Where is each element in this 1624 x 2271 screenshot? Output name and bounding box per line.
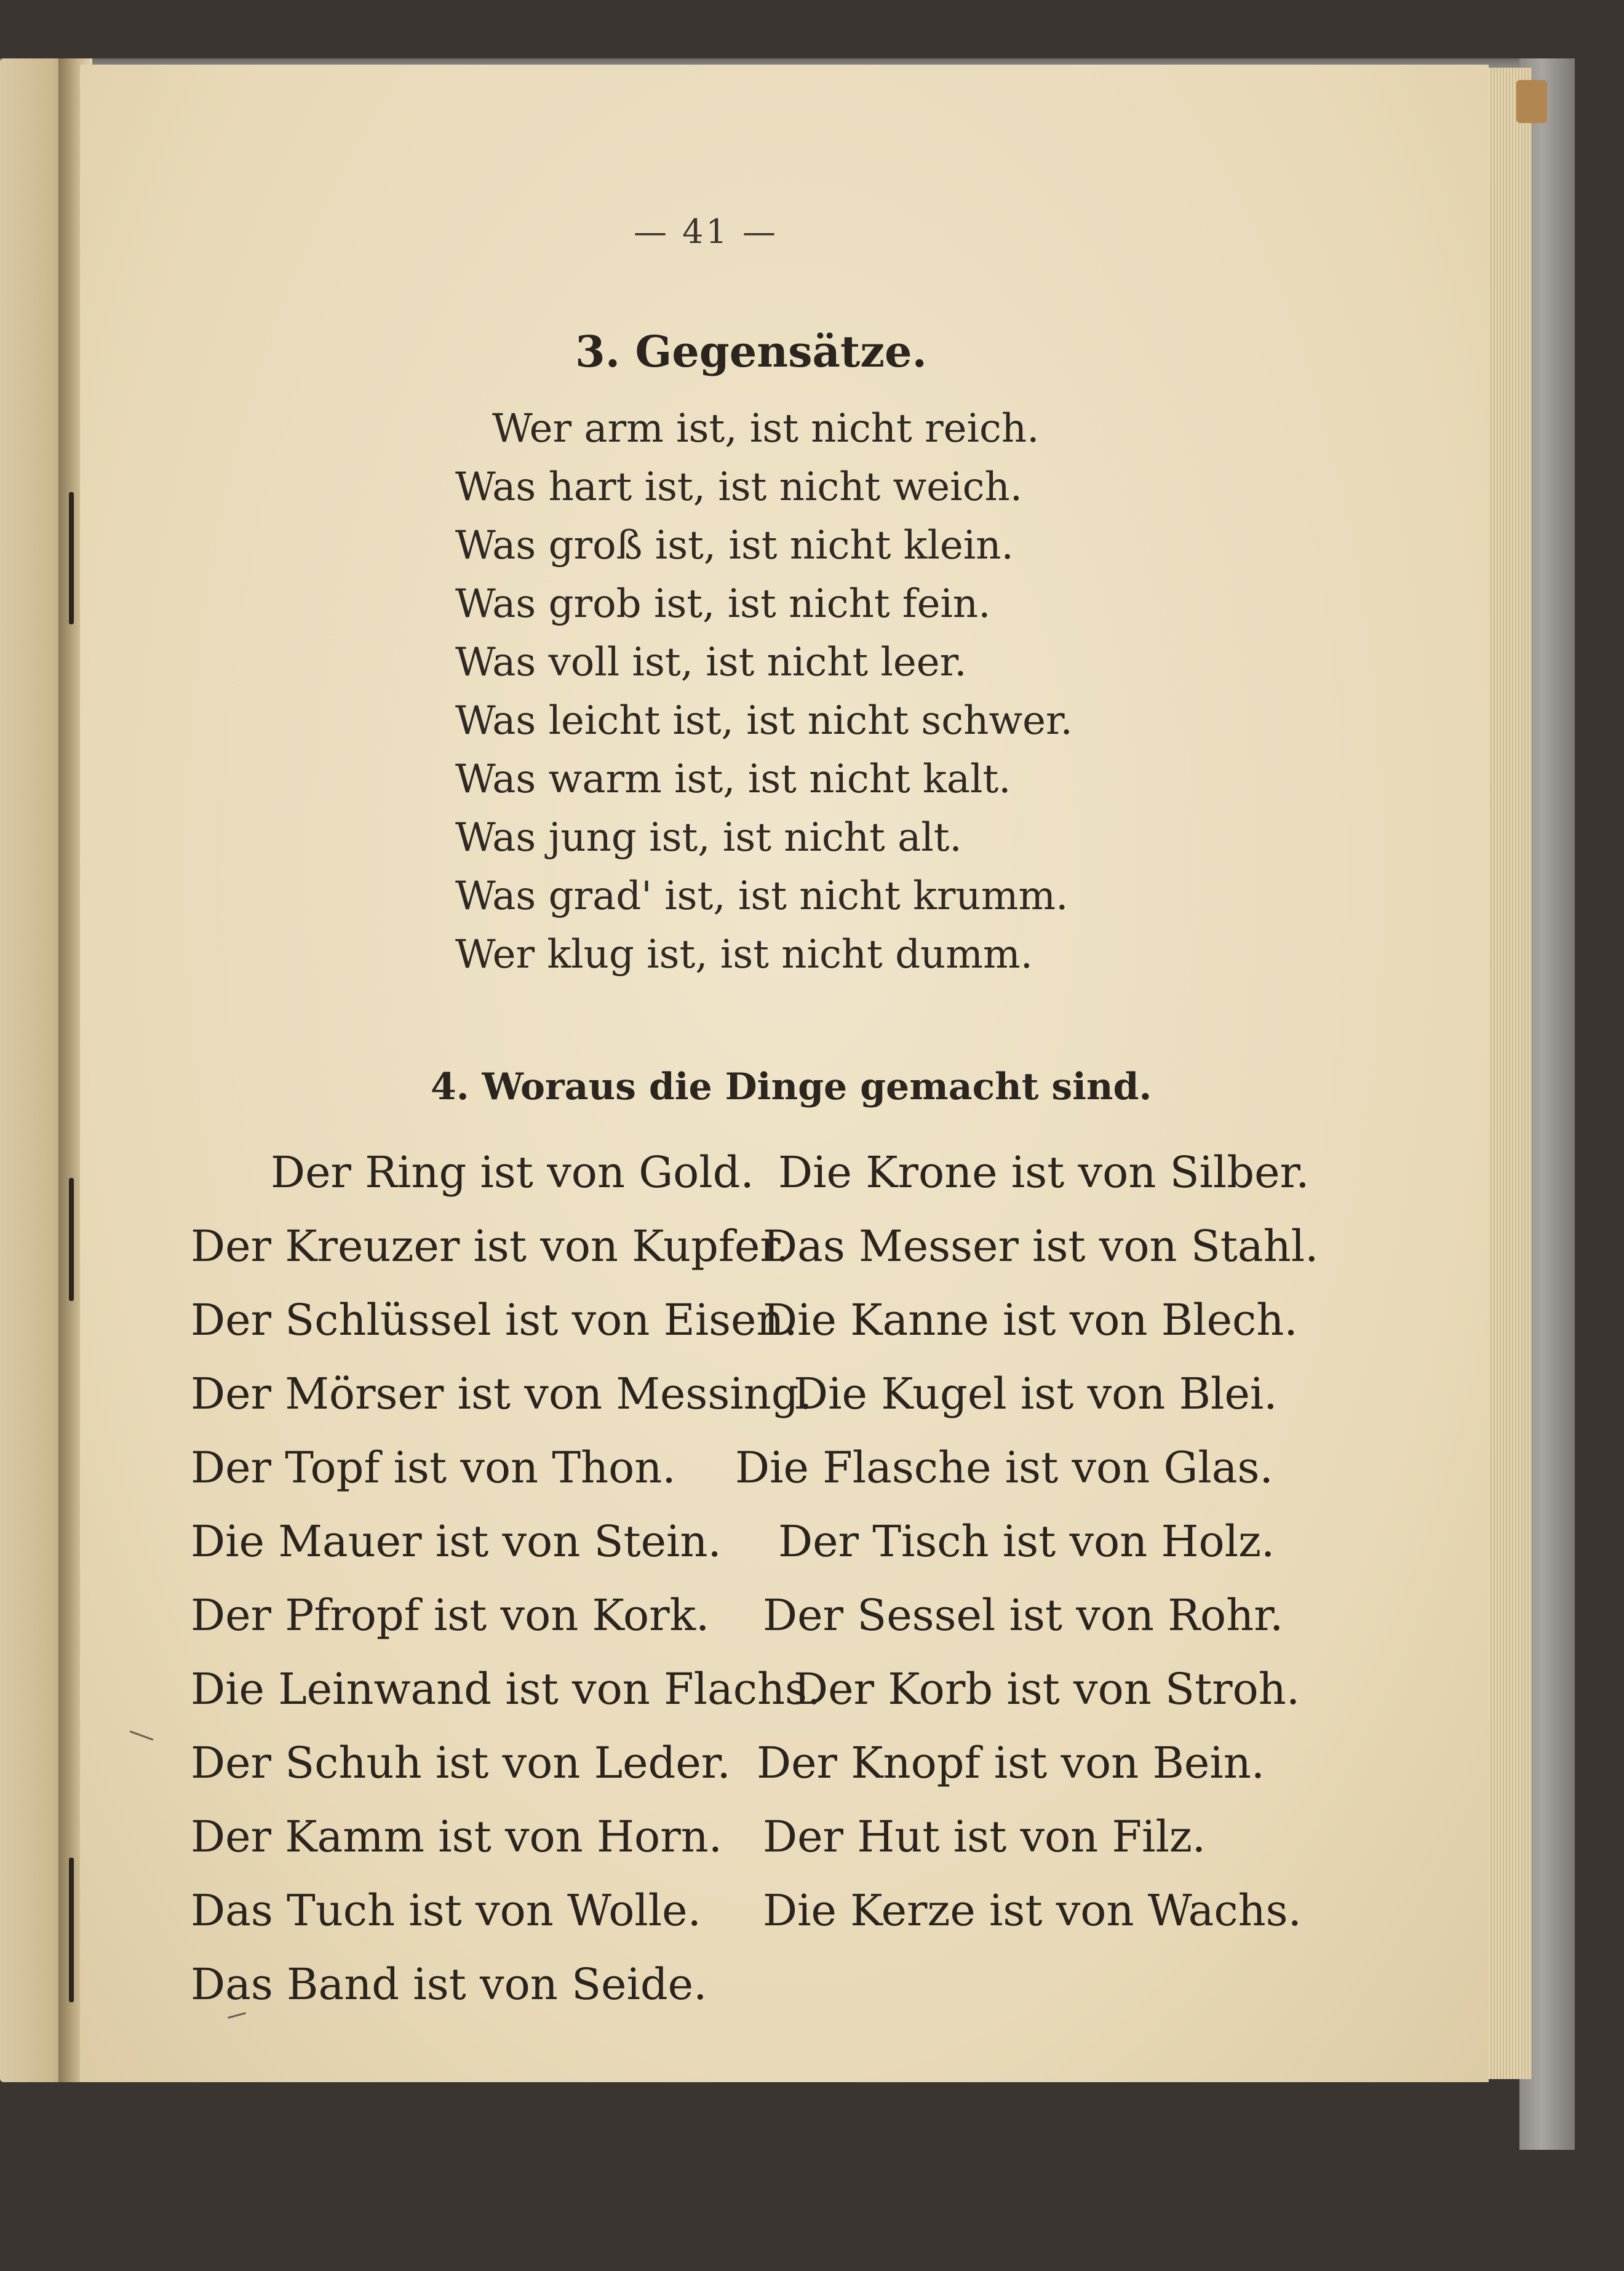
poem-line: Was grad' ist, ist nicht krumm.: [455, 873, 1069, 919]
list-item: Die Flasche ist von Glas.: [735, 1442, 1273, 1493]
list-item: Das Messer ist von Stahl.: [763, 1221, 1319, 1271]
list-item: Die Kugel ist von Blei.: [794, 1369, 1278, 1419]
list-item: Der Pfropf ist von Kork.: [191, 1590, 710, 1641]
list-item: Die Leinwand ist von Flachs.: [191, 1664, 821, 1714]
list-item: Der Hut ist von Filz.: [763, 1812, 1206, 1862]
list-item: Das Band ist von Seide.: [191, 1959, 707, 2010]
poem-line: Was grob ist, ist nicht fein.: [455, 581, 991, 627]
list-item: Die Kanne ist von Blech.: [763, 1295, 1298, 1345]
list-item: Der Sessel ist von Rohr.: [763, 1590, 1284, 1641]
paper-tab-mark: [1516, 80, 1547, 123]
poem-line: Was voll ist, ist nicht leer.: [455, 640, 967, 685]
list-item: Die Krone ist von Silber.: [778, 1147, 1310, 1198]
poem-line: Was warm ist, ist nicht kalt.: [455, 757, 1011, 802]
list-item: Der Mörser ist von Messing.: [191, 1369, 813, 1419]
binding-thread-mark: [69, 1858, 74, 2002]
list-item: Das Tuch ist von Wolle.: [191, 1885, 701, 1936]
page-number: — 41 —: [634, 212, 779, 251]
list-item: Die Kerze ist von Wachs.: [763, 1885, 1302, 1936]
poem-line: Was jung ist, ist nicht alt.: [455, 815, 962, 861]
list-item: Der Kamm ist von Horn.: [191, 1812, 722, 1862]
poem-line: Was leicht ist, ist nicht schwer.: [455, 698, 1073, 744]
poem-line: Was hart ist, ist nicht weich.: [455, 464, 1023, 510]
binding-thread-mark: [69, 1178, 74, 1301]
list-item: Der Ring ist von Gold.: [271, 1147, 754, 1198]
list-item: Der Topf ist von Thon.: [191, 1442, 676, 1493]
list-item: Der Schuh ist von Leder.: [191, 1738, 731, 1788]
poem-line: Wer klug ist, ist nicht dumm.: [455, 932, 1033, 977]
list-item: Der Tisch ist von Holz.: [778, 1516, 1275, 1567]
list-item: Der Schlüssel ist von Eisen.: [191, 1295, 798, 1345]
poem-line: Was groß ist, ist nicht klein.: [455, 523, 1014, 568]
list-item: Der Kreuzer ist von Kupfer.: [191, 1221, 790, 1271]
list-item: Der Korb ist von Stroh.: [794, 1664, 1300, 1714]
section-3-heading: 3. Gegensätze.: [575, 326, 927, 377]
binding-thread-mark: [69, 492, 74, 624]
poem-line: Wer arm ist, ist nicht reich.: [492, 406, 1040, 451]
list-item: Der Knopf ist von Bein.: [757, 1738, 1265, 1788]
list-item: Die Mauer ist von Stein.: [191, 1516, 722, 1567]
section-4-heading: 4. Woraus die Dinge gemacht sind.: [431, 1065, 1152, 1108]
